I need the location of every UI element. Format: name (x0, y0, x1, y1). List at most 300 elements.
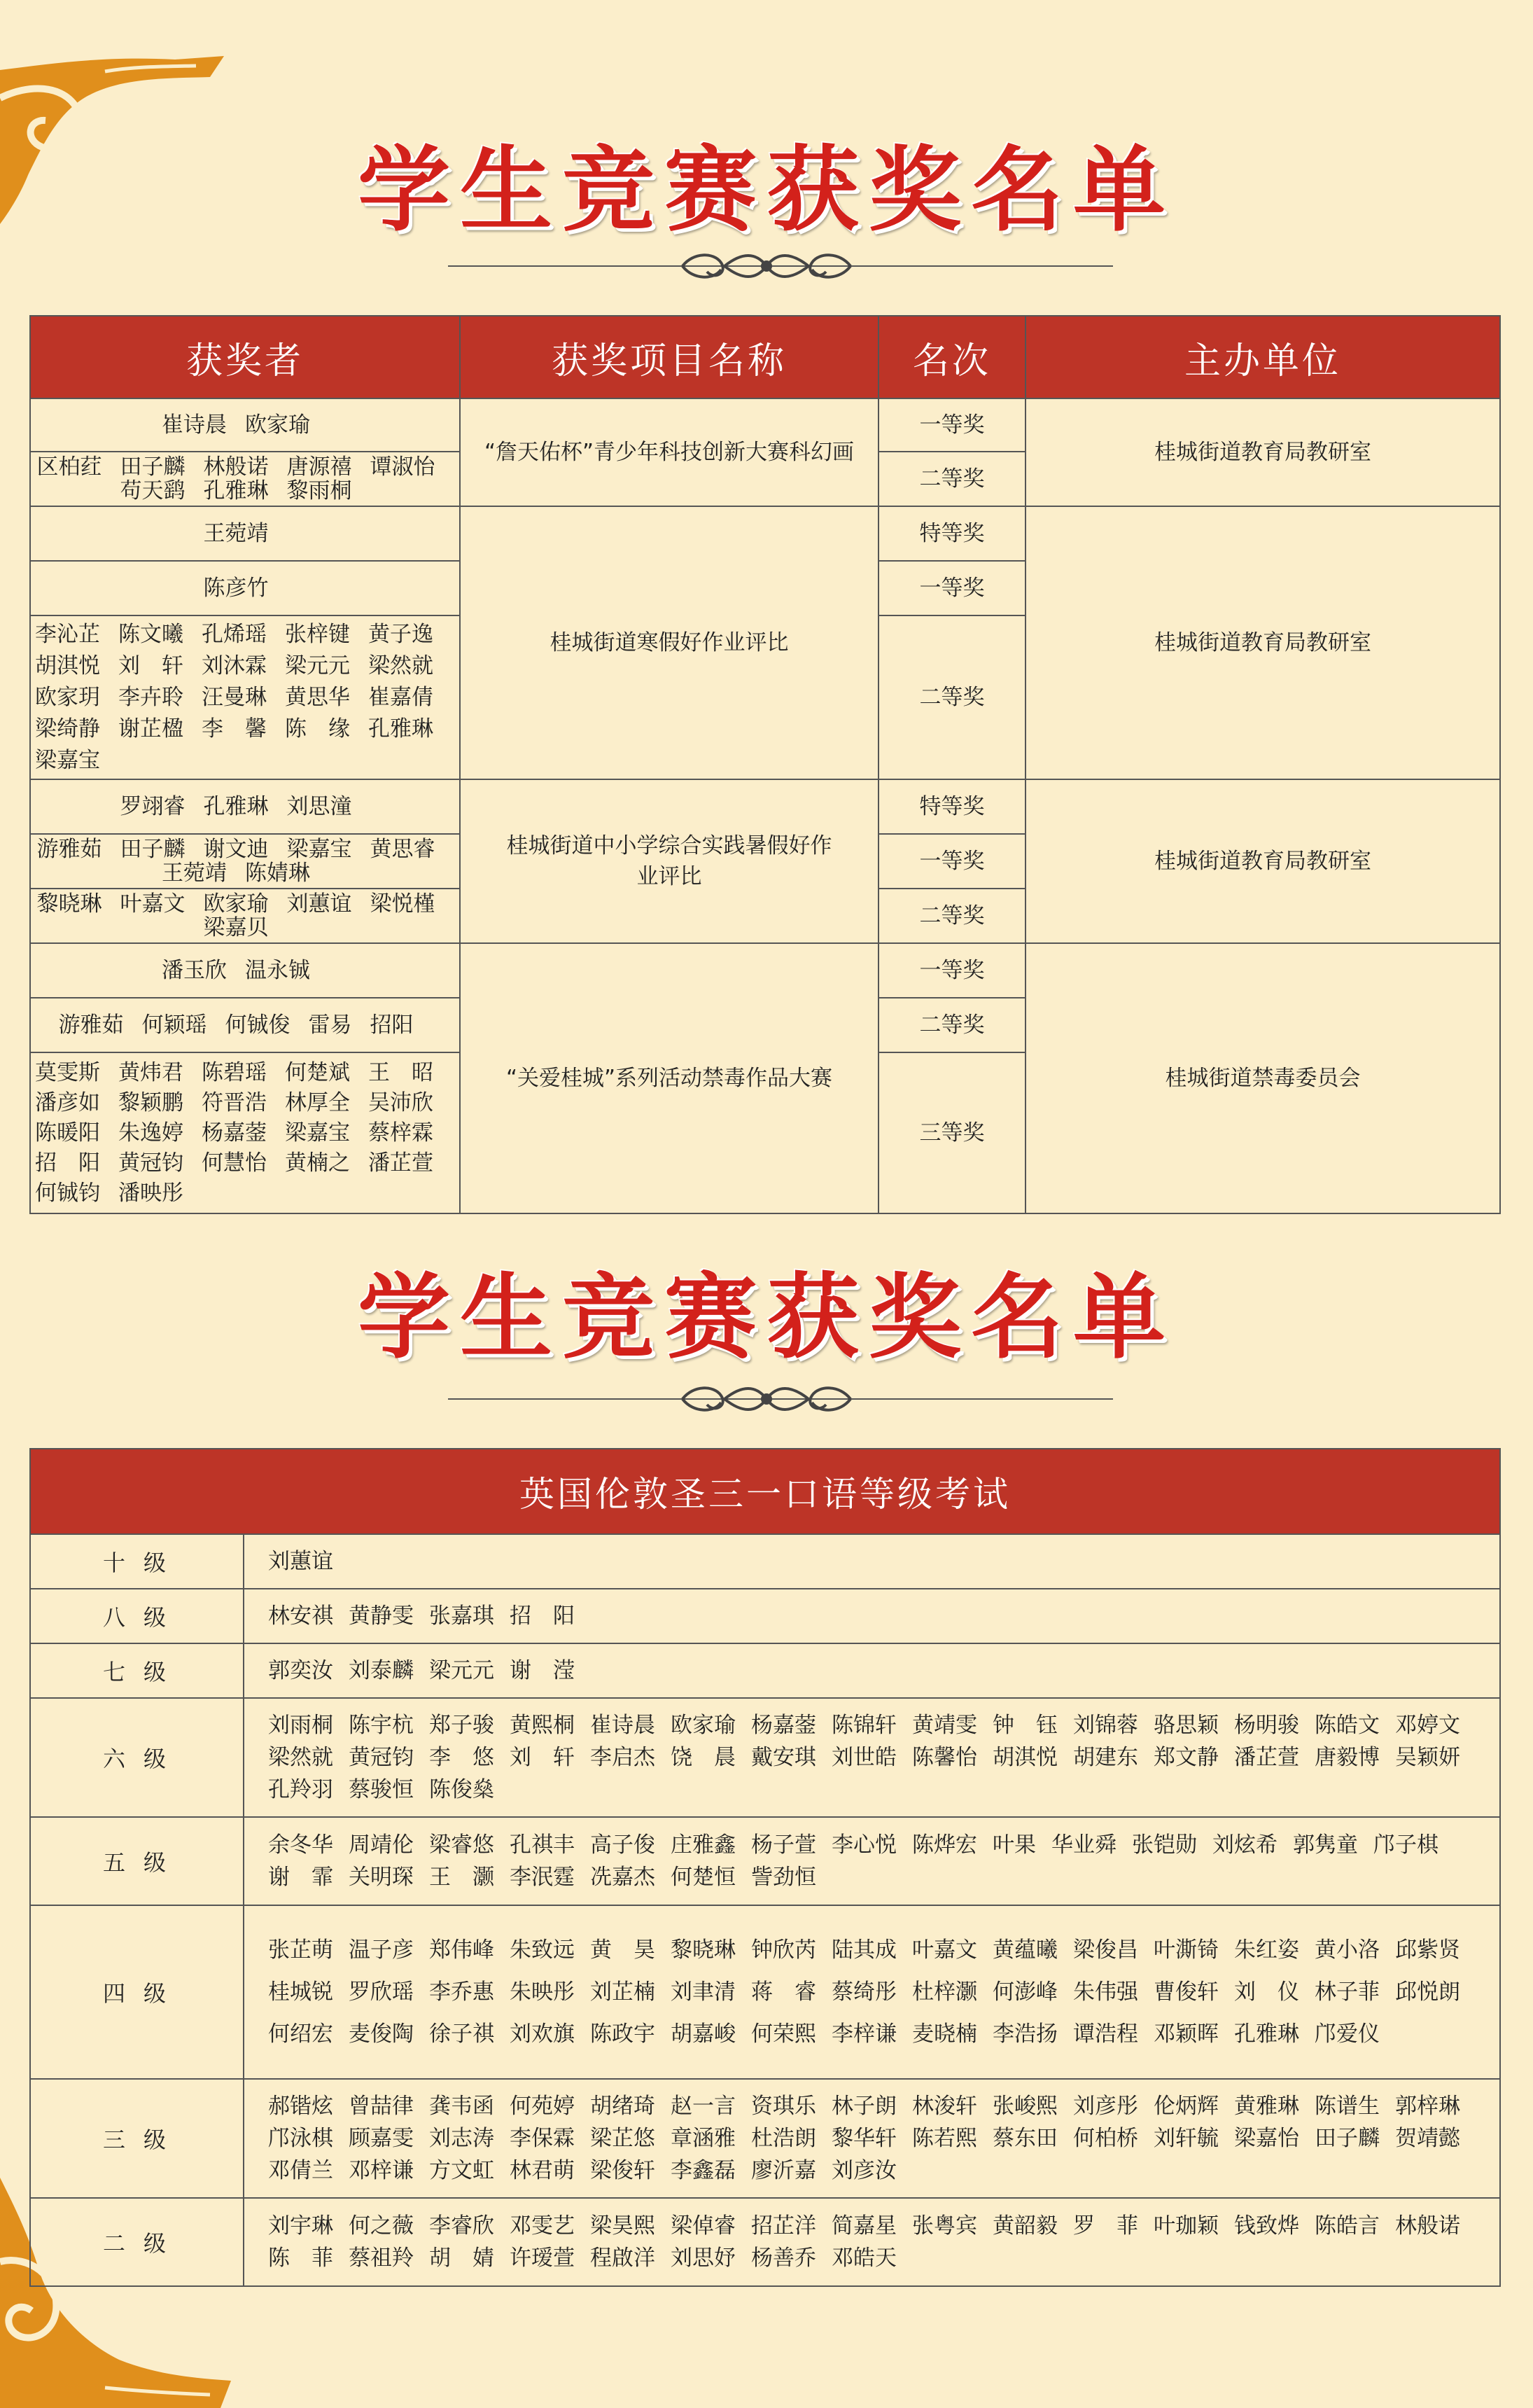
person-name: 王 灏 (429, 1865, 494, 1890)
person-name: 赵一言 (671, 2094, 736, 2119)
person-name: 罗欣瑶 (349, 1979, 414, 2005)
person-name: 李 悠 (429, 1745, 494, 1770)
person-name: 陈谱生 (1315, 2094, 1380, 2119)
person-name: 刘宇琳 (268, 2213, 333, 2239)
person-name: 梁然就 (268, 1745, 333, 1770)
person-name: 谢 滢 (510, 1658, 575, 1683)
person-name: 区柏荭 (36, 454, 102, 480)
winner-names (30, 889, 460, 943)
rank-cell: 一等奖 (878, 398, 1026, 452)
organizer-name: 桂城街道禁毒委员会 (1026, 943, 1500, 1213)
person-name: 谢芷楹 (118, 716, 183, 742)
person-name: 孔雅琳 (368, 716, 433, 742)
person-name: 刘聿清 (671, 1979, 736, 2005)
person-name: 刘沐霖 (202, 653, 267, 678)
person-name: 曾喆律 (349, 2094, 414, 2119)
column-header-winners: 获奖者 (30, 316, 460, 398)
person-name: 邓皓天 (832, 2246, 897, 2271)
person-name: 刘彦彤 (1073, 2094, 1138, 2119)
person-name: 孔祺丰 (510, 1832, 575, 1858)
person-name: 欧家瑜 (203, 891, 269, 917)
person-name: 邱紫贤 (1395, 1937, 1460, 1963)
person-name: 蔡东田 (993, 2126, 1058, 2151)
person-name: 叶澌锜 (1154, 1937, 1219, 1963)
person-name: 刘 轩 (118, 653, 183, 678)
person-name: 黄静雯 (349, 1603, 414, 1629)
table-row (30, 398, 1500, 452)
person-name: 何苑婷 (510, 2094, 575, 2119)
person-name: 王 昭 (368, 1059, 433, 1085)
organizer-name: 桂城街道教育局教研室 (1026, 506, 1500, 779)
person-name: 崔嘉倩 (368, 684, 433, 710)
rank-cell: 二等奖 (878, 998, 1026, 1052)
level-names (244, 2198, 1500, 2286)
person-name: 李梓谦 (832, 2021, 897, 2047)
person-name: 李启杰 (590, 1745, 655, 1770)
person-name: 刘蕙谊 (286, 891, 352, 917)
person-name: 梁昊熙 (590, 2213, 655, 2239)
person-name: 田子麟 (120, 454, 186, 480)
person-name: 龚韦函 (429, 2094, 494, 2119)
person-name: 钟欣芮 (751, 1937, 816, 1963)
person-name: 叶珈颖 (1154, 2213, 1219, 2239)
level-names (244, 1534, 1500, 1589)
rank-cell: 一等奖 (878, 561, 1026, 615)
person-name: 章涵雅 (671, 2126, 736, 2151)
person-name: 郑子骏 (429, 1713, 494, 1738)
person-name: 汪曼琳 (202, 684, 267, 710)
person-name: 陈锦轩 (832, 1713, 897, 1738)
person-name: 温永铖 (245, 958, 310, 983)
person-name: 朱伟强 (1073, 1979, 1138, 2005)
person-name: 林厚全 (285, 1090, 350, 1115)
person-name: 张粤宾 (912, 2213, 977, 2239)
person-name: 游雅茹 (36, 837, 102, 862)
person-name: 刘 仪 (1234, 1979, 1299, 2005)
person-name: 陈皓文 (1315, 1713, 1380, 1738)
page-title: 学生竞赛获奖名单 (358, 137, 1175, 244)
person-name: 梁睿悠 (429, 1832, 494, 1858)
person-name: 伦炳辉 (1154, 2094, 1219, 2119)
person-name: 刘世皓 (832, 1745, 897, 1770)
person-name: 黎晓琳 (36, 891, 102, 917)
person-name: 骆思颖 (1154, 1713, 1219, 1738)
person-name: 杨子萱 (751, 1832, 816, 1858)
column-header-project: 获奖项目名称 (460, 316, 878, 398)
person-name: 黄雅琳 (1234, 2094, 1299, 2119)
rank-cell: 三等奖 (878, 1052, 1026, 1213)
person-name: 资琪乐 (751, 2094, 816, 2119)
person-name: 孔雅琳 (203, 794, 269, 819)
person-name: 麦晓楠 (912, 2021, 977, 2047)
person-name: 徐子祺 (429, 2021, 494, 2047)
person-name: 郑伟峰 (429, 1937, 494, 1963)
person-name: 华业舜 (1051, 1832, 1116, 1858)
person-name: 胡淇悦 (993, 1745, 1058, 1770)
person-name: 梁元元 (429, 1658, 494, 1683)
level-label: 七级 (30, 1643, 244, 1698)
person-name: 杜梓灏 (912, 1979, 977, 2005)
person-name: 黎华轩 (832, 2126, 897, 2151)
level-label: 六级 (30, 1698, 244, 1817)
person-name: 戴安琪 (751, 1745, 816, 1770)
person-name: 黄思睿 (370, 837, 435, 862)
person-name: 刘芷楠 (590, 1979, 655, 2005)
level-label: 三级 (30, 2079, 244, 2198)
rank-cell: 二等奖 (878, 452, 1026, 506)
person-name: 梁俊轩 (590, 2158, 655, 2183)
person-name: 廖沂嘉 (751, 2158, 816, 2183)
person-name: 陈宇杭 (349, 1713, 414, 1738)
person-name: 钱致烨 (1234, 2213, 1299, 2239)
winner-names (30, 834, 460, 889)
person-name: 邝子棋 (1373, 1832, 1438, 1858)
person-name: 梁元元 (285, 653, 350, 678)
rank-cell: 二等奖 (878, 889, 1026, 943)
person-name: 邓雯艺 (510, 2213, 575, 2239)
person-name: 罗翊睿 (120, 794, 186, 819)
person-name: 温子彦 (349, 1937, 414, 1963)
person-name: 蔡绮彤 (832, 1979, 897, 2005)
person-name: 杨嘉蓥 (751, 1713, 816, 1738)
person-name: 邱悦朗 (1395, 1979, 1460, 2005)
person-name: 刘 轩 (510, 1745, 575, 1770)
project-name: 桂城街道寒假好作业评比 (460, 506, 878, 779)
person-name: 郭隽童 (1293, 1832, 1358, 1858)
person-name: 田子麟 (120, 837, 186, 862)
level-names (244, 1589, 1500, 1643)
table-row (30, 1698, 1500, 1817)
person-name: 许瑷萱 (510, 2246, 575, 2271)
person-name: 张嘉琪 (429, 1603, 494, 1629)
person-name: 吴颖妍 (1395, 1745, 1460, 1770)
person-name: 钟 钰 (993, 1713, 1058, 1738)
person-name: 欧家玥 (35, 684, 100, 710)
person-name: 蔡祖羚 (349, 2246, 414, 2271)
person-name: 李乔惠 (429, 1979, 494, 2005)
person-name: 蒋 睿 (751, 1979, 816, 2005)
person-name: 谭淑怡 (370, 454, 435, 480)
person-name: 刘锦蓉 (1073, 1713, 1138, 1738)
person-name: 黄熙桐 (510, 1713, 575, 1738)
person-name: 桂城锐 (268, 1979, 333, 2005)
person-name: 张梓键 (285, 621, 350, 647)
person-name: 陈 缘 (285, 716, 350, 742)
person-name: 黄 昊 (590, 1937, 655, 1963)
person-name: 杨善乔 (751, 2246, 816, 2271)
level-label: 十级 (30, 1534, 244, 1589)
person-name: 何荣熙 (751, 2021, 816, 2047)
person-name: 程啟洋 (590, 2246, 655, 2271)
column-header-rank: 名次 (878, 316, 1026, 398)
person-name: 陈若熙 (912, 2126, 977, 2151)
rank-cell: 二等奖 (878, 615, 1026, 779)
person-name: 莫雯斯 (35, 1059, 100, 1085)
person-name: 何绍宏 (268, 2021, 333, 2047)
person-name: 林子朗 (832, 2094, 897, 2119)
winner-names (30, 506, 460, 561)
rank-cell: 特等奖 (878, 779, 1026, 834)
person-name: 何楚斌 (285, 1059, 350, 1085)
person-name: 刘雨桐 (268, 1713, 333, 1738)
person-name: 郭奕汝 (268, 1658, 333, 1683)
person-name: 陈皓言 (1315, 2213, 1380, 2239)
person-name: 潘芷萱 (1234, 1745, 1299, 1770)
person-name: 梁芷悠 (590, 2126, 655, 2151)
person-name: 何澎峰 (993, 1979, 1058, 2005)
person-name: 李睿欣 (429, 2213, 494, 2239)
person-name: 刘彦汝 (832, 2158, 897, 2183)
level-label: 八级 (30, 1589, 244, 1643)
person-name: 黎雨桐 (286, 478, 352, 503)
person-name: 黄冠钧 (349, 1745, 414, 1770)
level-names (244, 1817, 1500, 1905)
person-name: 李保霖 (510, 2126, 575, 2151)
person-name: 麦俊陶 (349, 2021, 414, 2047)
person-name: 顾嘉雯 (349, 2126, 414, 2151)
table-row (30, 1534, 1500, 1589)
person-name: 朱致远 (510, 1937, 575, 1963)
person-name: 郝锴炫 (268, 2094, 333, 2119)
table-row (30, 779, 1500, 834)
level-names (244, 1643, 1500, 1698)
person-name: 陈暖阳 (35, 1120, 100, 1146)
person-name: 游雅茹 (58, 1012, 124, 1038)
person-name: 叶嘉文 (912, 1937, 977, 1963)
person-name: 谢文迪 (203, 837, 269, 862)
person-name: 招阳 (370, 1012, 414, 1038)
person-name: 苟天鹞 (120, 478, 186, 503)
person-name: 欧家瑜 (245, 412, 310, 438)
level-label: 四级 (30, 1905, 244, 2079)
person-name: 林般诺 (1395, 2213, 1460, 2239)
person-name: 邓婷文 (1395, 1713, 1460, 1738)
person-name: 何颖瑶 (141, 1012, 207, 1038)
person-name: 邓倩兰 (268, 2158, 333, 2183)
person-name: 李卉聆 (118, 684, 183, 710)
person-name: 招 阳 (510, 1603, 575, 1629)
person-name: 孔雅琳 (1234, 2021, 1299, 2047)
person-name: 潘芷萱 (368, 1150, 433, 1176)
person-name: 陈馨怡 (912, 1745, 977, 1770)
person-name: 孔烯瑶 (202, 621, 267, 647)
person-name: 潘映彤 (118, 1180, 183, 1206)
person-name: 潘玉欣 (162, 958, 227, 983)
person-name: 叶果 (993, 1832, 1036, 1858)
person-name: 朱红姿 (1234, 1937, 1299, 1963)
person-name: 陆其成 (832, 1937, 897, 1963)
person-name: 高子俊 (590, 1832, 655, 1858)
table-row (30, 2198, 1500, 2286)
person-name: 吴沛欣 (368, 1090, 433, 1115)
person-name: 刘泰麟 (349, 1658, 414, 1683)
winner-names (30, 615, 460, 779)
person-name: 陈碧瑶 (202, 1059, 267, 1085)
person-name: 梁嘉怡 (1234, 2126, 1299, 2151)
person-name: 李 馨 (202, 716, 267, 742)
scroll-divider-icon (0, 245, 1533, 287)
person-name: 黄楠之 (285, 1150, 350, 1176)
person-name: 黄炜君 (118, 1059, 183, 1085)
person-name: 何铖俊 (225, 1012, 290, 1038)
rank-cell: 特等奖 (878, 506, 1026, 561)
person-name: 黄蕴曦 (993, 1937, 1058, 1963)
person-name: 刘炫希 (1212, 1832, 1278, 1858)
table-row (30, 1817, 1500, 1905)
level-names (244, 1905, 1500, 2079)
project-name: “詹天佑杯”青少年科技创新大赛科幻画 (460, 398, 878, 506)
person-name: 胡建东 (1073, 1745, 1138, 1770)
person-name: 李泯霆 (510, 1865, 575, 1890)
winner-names (30, 998, 460, 1052)
person-name: 林安祺 (268, 1603, 333, 1629)
person-name: 梁嘉宝 (35, 747, 100, 773)
person-name: 李沁芷 (35, 621, 100, 647)
person-name: 梁嘉贝 (203, 915, 269, 940)
person-name: 陈彦竹 (203, 576, 269, 601)
project-name-text: 桂城街道中小学综合实践暑假好作业评比 (506, 833, 832, 889)
person-name: 郑文静 (1154, 1745, 1219, 1770)
person-name: 张芷萌 (268, 1937, 333, 1963)
person-name: 黄靖雯 (912, 1713, 977, 1738)
organizer-name: 桂城街道教育局教研室 (1026, 398, 1500, 506)
person-name: 罗 菲 (1073, 2213, 1138, 2239)
person-name: 余冬华 (268, 1832, 333, 1858)
person-name: 林浚轩 (912, 2094, 977, 2119)
person-name: 陈文曦 (118, 621, 183, 647)
person-name: 蔡梓霖 (368, 1120, 433, 1146)
person-name: 何柏桥 (1073, 2126, 1138, 2151)
person-name: 王菀靖 (162, 861, 227, 886)
table-row (30, 1643, 1500, 1698)
table-row (30, 1905, 1500, 2079)
person-name: 黄冠钧 (118, 1150, 183, 1176)
winner-names (30, 779, 460, 834)
person-name: 朱逸婷 (118, 1120, 183, 1146)
person-name: 黄小洛 (1315, 1937, 1380, 1963)
person-name: 邓梓谦 (349, 2158, 414, 2183)
person-name: 何楚恒 (671, 1865, 736, 1890)
person-name: 孔羚羽 (268, 1777, 333, 1802)
person-name: 刘欢旗 (510, 2021, 575, 2047)
person-name: 訾劲恒 (751, 1865, 816, 1890)
person-name: 雷易 (308, 1012, 352, 1038)
person-name: 刘思潼 (286, 794, 352, 819)
level-label: 五级 (30, 1817, 244, 1905)
person-name: 李浩扬 (993, 2021, 1058, 2047)
winner-names (30, 398, 460, 452)
table-row (30, 1589, 1500, 1643)
person-name: 胡淇悦 (35, 653, 100, 678)
table-row (30, 943, 1500, 998)
person-name: 何慧怡 (202, 1150, 267, 1176)
person-name: 王菀靖 (203, 521, 269, 546)
person-name: 黄韶毅 (993, 2213, 1058, 2239)
person-name: 刘轩毓 (1154, 2126, 1219, 2151)
person-name: 何之薇 (349, 2213, 414, 2239)
winner-names (30, 943, 460, 998)
person-name: 黄思华 (285, 684, 350, 710)
person-name: 梁然就 (368, 653, 433, 678)
table-header-row (30, 316, 1500, 398)
person-name: 黎晓琳 (671, 1937, 736, 1963)
scroll-divider-icon (0, 1378, 1533, 1420)
person-name: 简嘉星 (832, 2213, 897, 2239)
person-name: 刘蕙谊 (268, 1549, 333, 1574)
level-names (244, 2079, 1500, 2198)
person-name: 邝爱仪 (1315, 2021, 1380, 2047)
person-name: 邝泳棋 (268, 2126, 333, 2151)
person-name: 胡嘉峻 (671, 2021, 736, 2047)
person-name: 陈俊燊 (429, 1777, 494, 1802)
person-name: 梁绮静 (35, 716, 100, 742)
person-name: 崔诗晨 (590, 1713, 655, 1738)
person-name: 刘志涛 (429, 2126, 494, 2151)
person-name: 黎颖鹏 (118, 1090, 183, 1115)
person-name: 胡绪琦 (590, 2094, 655, 2119)
person-name: 陈 菲 (268, 2246, 333, 2271)
person-name: 饶 晨 (671, 1745, 736, 1770)
section-title: 学生竞赛获奖名单 (358, 1264, 1175, 1372)
person-name: 招 阳 (35, 1150, 100, 1176)
person-name: 杨明骏 (1234, 1713, 1299, 1738)
winner-names (30, 452, 460, 506)
level-label: 二级 (30, 2198, 244, 2286)
person-name: 黄子逸 (368, 621, 433, 647)
person-name: 杜浩朗 (751, 2126, 816, 2151)
person-name: 邓颖晖 (1154, 2021, 1219, 2047)
person-name: 冼嘉杰 (590, 1865, 655, 1890)
person-name: 蔡骏恒 (349, 1777, 414, 1802)
project-name: “关爱桂城”系列活动禁毒作品大赛 (460, 943, 878, 1213)
person-name: 曹俊轩 (1154, 1979, 1219, 2005)
person-name: 陈政宇 (590, 2021, 655, 2047)
person-name: 欧家瑜 (671, 1713, 736, 1738)
person-name: 符晋浩 (202, 1090, 267, 1115)
person-name: 林般诺 (203, 454, 269, 480)
column-header-organizer: 主办单位 (1026, 316, 1500, 398)
person-name: 梁嘉宝 (285, 1120, 350, 1146)
person-name: 刘思妤 (671, 2246, 736, 2271)
person-name: 崔诗晨 (162, 412, 227, 438)
person-name: 关明琛 (349, 1865, 414, 1890)
person-name: 庄雅鑫 (671, 1832, 736, 1858)
person-name: 朱映彤 (510, 1979, 575, 2005)
person-name: 周靖伦 (349, 1832, 414, 1858)
winner-names (30, 1052, 460, 1213)
person-name: 贺靖懿 (1395, 2126, 1460, 2151)
person-name: 梁俊昌 (1073, 1937, 1138, 1963)
person-name: 谭浩程 (1073, 2021, 1138, 2047)
rank-cell: 一等奖 (878, 834, 1026, 889)
person-name: 张铠勋 (1132, 1832, 1197, 1858)
person-name: 李鑫磊 (671, 2158, 736, 2183)
exam-title: 英国伦敦圣三一口语等级考试 (30, 1449, 1500, 1534)
table-header-row (30, 1449, 1500, 1534)
person-name: 张峻熙 (993, 2094, 1058, 2119)
oral-exam-table (29, 1448, 1501, 2287)
person-name: 潘彦如 (35, 1090, 100, 1115)
person-name: 梁倬睿 (671, 2213, 736, 2239)
table-row (30, 2079, 1500, 2198)
person-name: 梁悦槿 (370, 891, 435, 917)
project-name (460, 779, 878, 943)
person-name: 李心悦 (832, 1832, 897, 1858)
winner-names (30, 561, 460, 615)
person-name: 梁嘉宝 (286, 837, 352, 862)
person-name: 方文虹 (429, 2158, 494, 2183)
person-name: 田子麟 (1315, 2126, 1380, 2151)
